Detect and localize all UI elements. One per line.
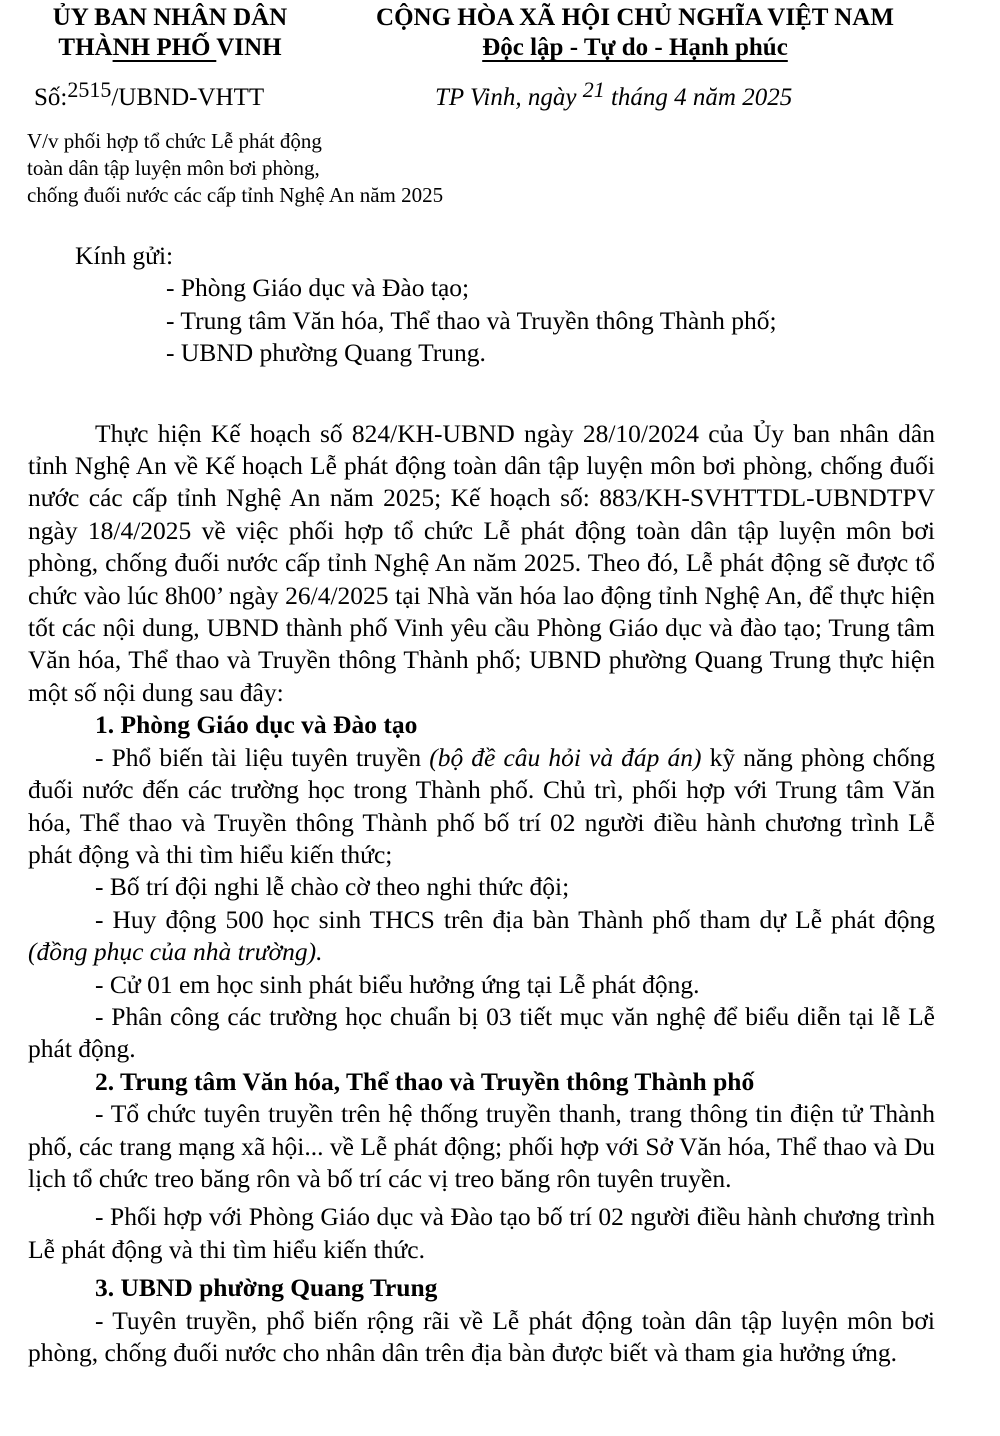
section-1-title: 1. Phòng Giáo dục và Đào tạo (95, 710, 418, 740)
section-3-item: - Tuyên truyền, phổ biến rộng rãi về Lễ phát động toàn dân tập luyện môn bơi phòng, chống đuối nước cho nhân dân trên địa bàn được biết và tham gia hưởng ứng. (28, 1305, 935, 1367)
date-day: 21 (582, 77, 605, 102)
section-2-item: - Phối hợp với Phòng Giáo dục và Đào tạo bố trí 02 người điều hành chương trình Lễ phát động và thi tìm hiểu kiến thức. (28, 1202, 935, 1264)
issuing-authority (20, 3, 320, 63)
section-1-item: - Bố trí đội nghi lễ chào cờ theo nghi thức đội; (95, 872, 570, 902)
recipient: - Phòng Giáo dục và Đào tạo; (166, 273, 470, 303)
section-3-title: 3. UBND phường Quang Trung (95, 1273, 438, 1303)
nation-line2: Độc lập - Tự do - Hạnh phúc (482, 34, 788, 61)
subject-line: V/v phối hợp tổ chức Lễ phát động toàn dân tập luyện môn bơi phòng, chống đuối nước các cấp tỉnh Nghệ An năm 2025 (27, 129, 444, 207)
greeting: Kính gửi: (75, 241, 174, 270)
national-motto (345, 3, 925, 63)
document-body (28, 240, 935, 1369)
org-line2: THÀNH PHỐ VINH (58, 34, 282, 61)
section-1-item: - Phân công các trường học chuẩn bị 03 tiết mục văn nghệ để biểu diễn tại lễ Lễ phát động. (28, 1001, 935, 1064)
nation-line1: CỘNG HÒA XÃ HỘI CHỦ NGHĨA VIỆT NAM (376, 4, 894, 31)
org-line1: ỦY BAN NHÂN DÂN (52, 4, 288, 31)
number-value: 2515 (67, 77, 112, 102)
document-number: Số:2515/UBND-VHTT (34, 77, 265, 111)
section-2-item: - Tổ chức tuyên truyền trên hệ thống truyền thanh, trang thông tin điện tử Thành phố, các trang mạng xã hội... về Lễ phát động; phối hợp với Sở Văn hóa, Thể thao và Du lịch tổ chức treo băng rôn và bố trí các vị treo băng rôn tuyên truyền. (28, 1099, 935, 1193)
section-1-item: - Phổ biến tài liệu tuyên truyền (bộ đề câu hỏi và đáp án) kỹ năng phòng chống đuối nước đến các trường học trong Thành phố. Chủ trì, phối hợp với Trung tâm Văn hóa, Thể thao và Truyền thông Thành phố bố trí 02 người điều hành chương trình Lễ phát động và thi tìm hiểu kiến thức; (28, 742, 935, 869)
recipient: - Trung tâm Văn hóa, Thể thao và Truyền thông Thành phố; (166, 305, 777, 335)
section-1-item: - Cử 01 em học sinh phát biểu hưởng ứng tại Lễ phát động. (95, 969, 700, 999)
section-2-title: 2. Trung tâm Văn hóa, Thể thao và Truyền thông Thành phố (95, 1066, 755, 1096)
recipient: - UBND phường Quang Trung. (166, 338, 486, 368)
intro-paragraph: Thực hiện Kế hoạch số 824/KH-UBND ngày 28/10/2024 của Ủy ban nhân dân tỉnh Nghệ An về Kế hoạch Lễ phát động toàn dân tập luyện môn bơi phòng, chống đuối nước các cấp tỉnh Nghệ An năm 2025; Kế hoạch số: 883/KH-SVHTTDL-UBNDTPV ngày 18/4/2025 về việc phối hợp tổ chức Lễ phát động toàn dân tập luyện môn bơi phòng, chống đuối nước cấp tỉnh Nghệ An năm 2025. Theo đó, Lễ phát động sẽ được tổ chức vào lúc 8h00’ ngày 26/4/2025 tại Nhà văn hóa lao động tỉnh Nghệ An, để thực hiện tốt các nội dung, UBND thành phố Vinh yêu cầu Phòng Giáo dục và đào tạo; Trung tâm Văn hóa, Thể thao và Truyền thông Thành phố; UBND phường Quang Trung thực hiện một số nội dung sau đây: (28, 418, 935, 707)
section-1-item: - Huy động 500 học sinh THCS trên địa bàn Thành phố tham dự Lễ phát động (đồng phục của nhà trường). (28, 904, 935, 967)
document-date: TP Vinh, ngày 21 tháng 4 năm 2025 (435, 77, 793, 111)
